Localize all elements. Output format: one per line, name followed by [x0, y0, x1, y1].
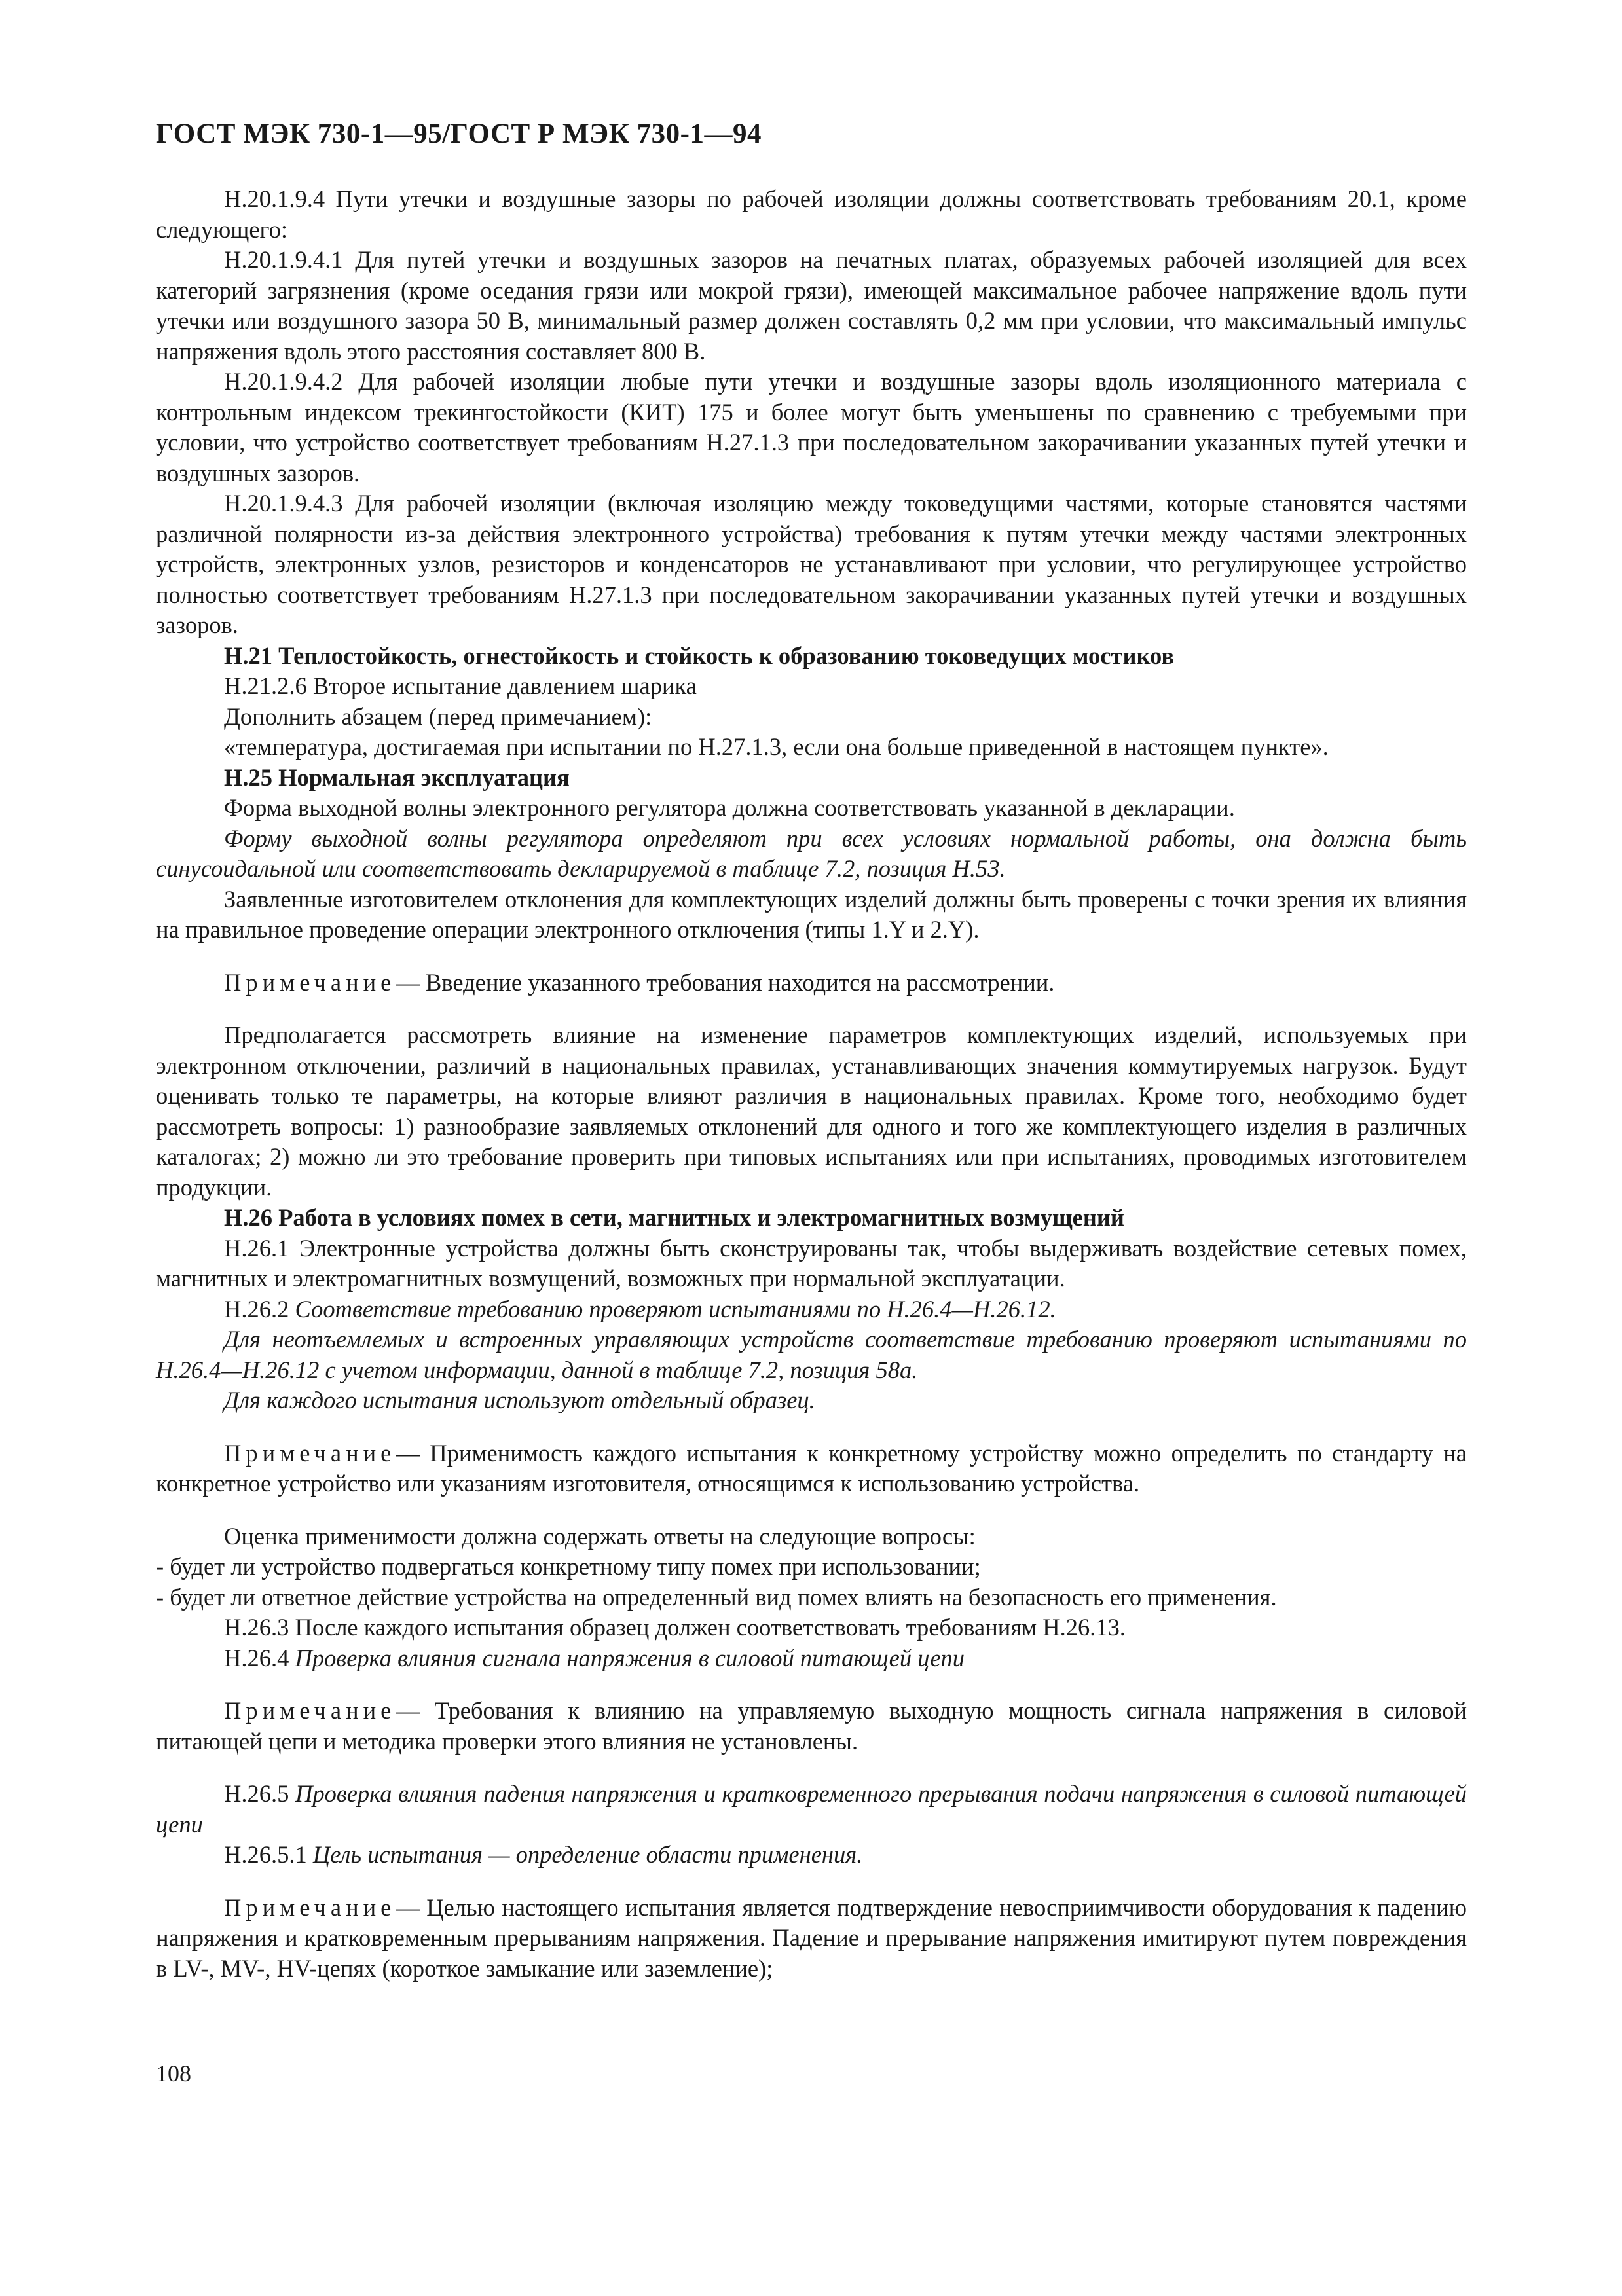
note-label: Примечание — [224, 1697, 396, 1724]
list-item-question-1: - будет ли устройство подвергаться конкретному типу помех при использовании; — [156, 1553, 981, 1580]
note-label: Примечание — [224, 1439, 396, 1467]
paragraph-h20-1-9-4: Н.20.1.9.4 Пути утечки и воздушные зазоры по рабочей изоляции должны соответствовать требованиям 20.1, кроме следующего: — [156, 185, 1467, 243]
paragraph-h20-1-9-4-2: Н.20.1.9.4.2 Для рабочей изоляции любые пути утечки и воздушные зазоры вдоль изоляционного материала с контрольным индексом трекингостойкости (КИТ) 175 и более могут быть уменьшены по сравнению с требуемыми при условии, что устройство соответствует требованиям Н.27.1.3 при последовательном закорачивании указанных путей утечки и воздушных зазоров. — [156, 368, 1467, 486]
clause-text: Проверка влияния сигнала напряжения в силовой питающей цепи — [295, 1644, 965, 1671]
note-4-text: — Целью настоящего испытания является подтверждение невосприимчивости оборудования к падению напряжения и кратковременным прерываниям напряжения. Падение и прерывание напряжения имитируют путем повреждения в LV-, MV-, HV-цепях (короткое замыкание или заземление); — [156, 1893, 1467, 1982]
clause-text: Цель испытания — определение области применения. — [312, 1841, 863, 1868]
note-label: Примечание — [224, 968, 396, 996]
paragraph-h26-1: Н.26.1 Электронные устройства должны быть сконструированы так, чтобы выдерживать воздействие сетевых помех, магнитных и электромагнитных возмущений, возможных при нормальной эксплуатации. — [156, 1234, 1467, 1292]
paragraph-integrated-controls: Для неотъемлемых и встроенных управляющих устройств соответствие требованию проверяют испытаниями по Н.26.4—Н.26.12 с учетом информации, данной в таблице 7.2, позиция 58а. — [156, 1326, 1467, 1383]
paragraph-supplement-text: «температура, достигаемая при испытании по Н.27.1.3, если она больше приведенной в настоящем пункте». — [224, 733, 1329, 760]
note-3 — [156, 1696, 1467, 1757]
paragraph-supplement-instruction: Дополнить абзацем (перед примечанием): — [224, 702, 652, 730]
clause-number: Н.26.4 — [224, 1644, 289, 1671]
clause-number: Н.26.2 — [224, 1295, 289, 1322]
document-page — [156, 118, 1467, 1984]
paragraph-separate-sample: Для каждого испытания используют отдельный образец. — [224, 1387, 815, 1413]
paragraph-assessment: Оценка применимости должна содержать ответы на следующие вопросы: — [224, 1522, 976, 1550]
paragraph-waveform: Форма выходной волны электронного регулятора должна соответствовать указанной в декларации. — [224, 794, 1235, 821]
clause-text: Соответствие требованию проверяют испытаниями по Н.26.4—Н.26.12. — [295, 1295, 1056, 1322]
clause-number: Н.26.5.1 — [224, 1841, 307, 1868]
paragraph-h26-2 — [156, 1294, 1467, 1325]
note-1-text: — Введение указанного требования находится на рассмотрении. — [396, 968, 1055, 996]
document-header: ГОСТ МЭК 730-1—95/ГОСТ Р МЭК 730-1—94 — [156, 118, 762, 149]
note-1 — [156, 968, 1467, 998]
paragraph-h20-1-9-4-3: Н.20.1.9.4.3 Для рабочей изоляции (включая изоляцию между токоведущими частями, которые становятся частями различной полярности из-за действия электронного устройства) требования к путям утечки между частями электронных устройств, электронных узлов, резисторов и конденсаторов не устанавливают при условии, что регулирующее устройство полностью соответствует требованиям Н.27.1.3 при последовательном закорачивании указанных путей утечки и воздушных зазоров. — [156, 490, 1467, 638]
paragraph-h26-4 — [156, 1643, 1467, 1674]
section-heading-h21: Н.21 Теплостойкость, огнестойкость и стойкость к образованию токоведущих мостиков — [224, 642, 1175, 669]
paragraph-h26-5 — [156, 1779, 1467, 1840]
note-4 — [156, 1893, 1467, 1984]
page-number: 108 — [156, 2060, 191, 2086]
section-heading-h25: Н.25 Нормальная эксплуатация — [224, 763, 570, 791]
note-label: Примечание — [224, 1893, 396, 1921]
note-3-text: — Требования к влиянию на управляемую выходную мощность сигнала напряжения в силовой питающей цепи и методика проверки этого влияния не установлены. — [156, 1697, 1467, 1755]
paragraph-deviations: Заявленные изготовителем отклонения для комплектующих изделий должны быть проверены с точки зрения их влияния на правильное проведение операции электронного отключения (типы 1.Y и 2.Y). — [156, 885, 1467, 943]
clause-text: Проверка влияния падения напряжения и кратковременного прерывания подачи напряжения в силовой питающей цепи — [156, 1780, 1467, 1838]
paragraph-h20-1-9-4-1: Н.20.1.9.4.1 Для путей утечки и воздушных зазоров на печатных платах, образуемых рабочей изоляцией для всех категорий загрязнения (кроме оседания грязи или мокрой грязи), имеющей максимальное рабочее напряжение вдоль пути утечки или воздушного зазора 50 В, минимальный размер должен составлять 0,2 мм при условии, что максимальный импульс напряжения вдоль этого расстояния составляет 800 В. — [156, 246, 1467, 365]
paragraph-h26-3: Н.26.3 После каждого испытания образец должен соответствовать требованиям Н.26.13. — [224, 1614, 1126, 1641]
note-2-text: — Применимость каждого испытания к конкретному устройству можно определить по стандарту на конкретное устройство или указаниям изготовителя, относящимся к использованию устройства. — [156, 1439, 1467, 1497]
note-2 — [156, 1438, 1467, 1499]
clause-number: Н.26.5 — [224, 1780, 289, 1807]
section-heading-h26: Н.26 Работа в условиях помех в сети, магнитных и электромагнитных возмущений — [224, 1204, 1124, 1231]
paragraph-h26-5-1 — [156, 1840, 1467, 1870]
paragraph-waveform-check: Форму выходной волны регулятора определяют при всех условиях нормальной работы, она должна быть синусоидальной или соответствовать декларируемой в таблице 7.2, позиция Н.53. — [156, 824, 1467, 882]
paragraph-h21-2-6: Н.21.2.6 Второе испытание давлением шарика — [224, 672, 697, 699]
paragraph-proposal: Предполагается рассмотреть влияние на изменение параметров комплектующих изделий, используемых при электронном отключении, различий в национальных правилах, устанавливающих значения коммутируемых нагрузок. Будут оценивать только те параметры, на которые влияют различия в национальных правилах. Кроме того, необходимо будет рассмотреть вопросы: 1) разнообразие заявляемых отклонений для одного и того же комплектующего изделия в различных каталогах; 2) можно ли это требование проверить при типовых испытаниях или при испытаниях, проводимых изготовителем продукции. — [156, 1021, 1467, 1201]
list-item-question-2: - будет ли ответное действие устройства на определенный вид помех влиять на безопасность его применения. — [156, 1583, 1277, 1611]
